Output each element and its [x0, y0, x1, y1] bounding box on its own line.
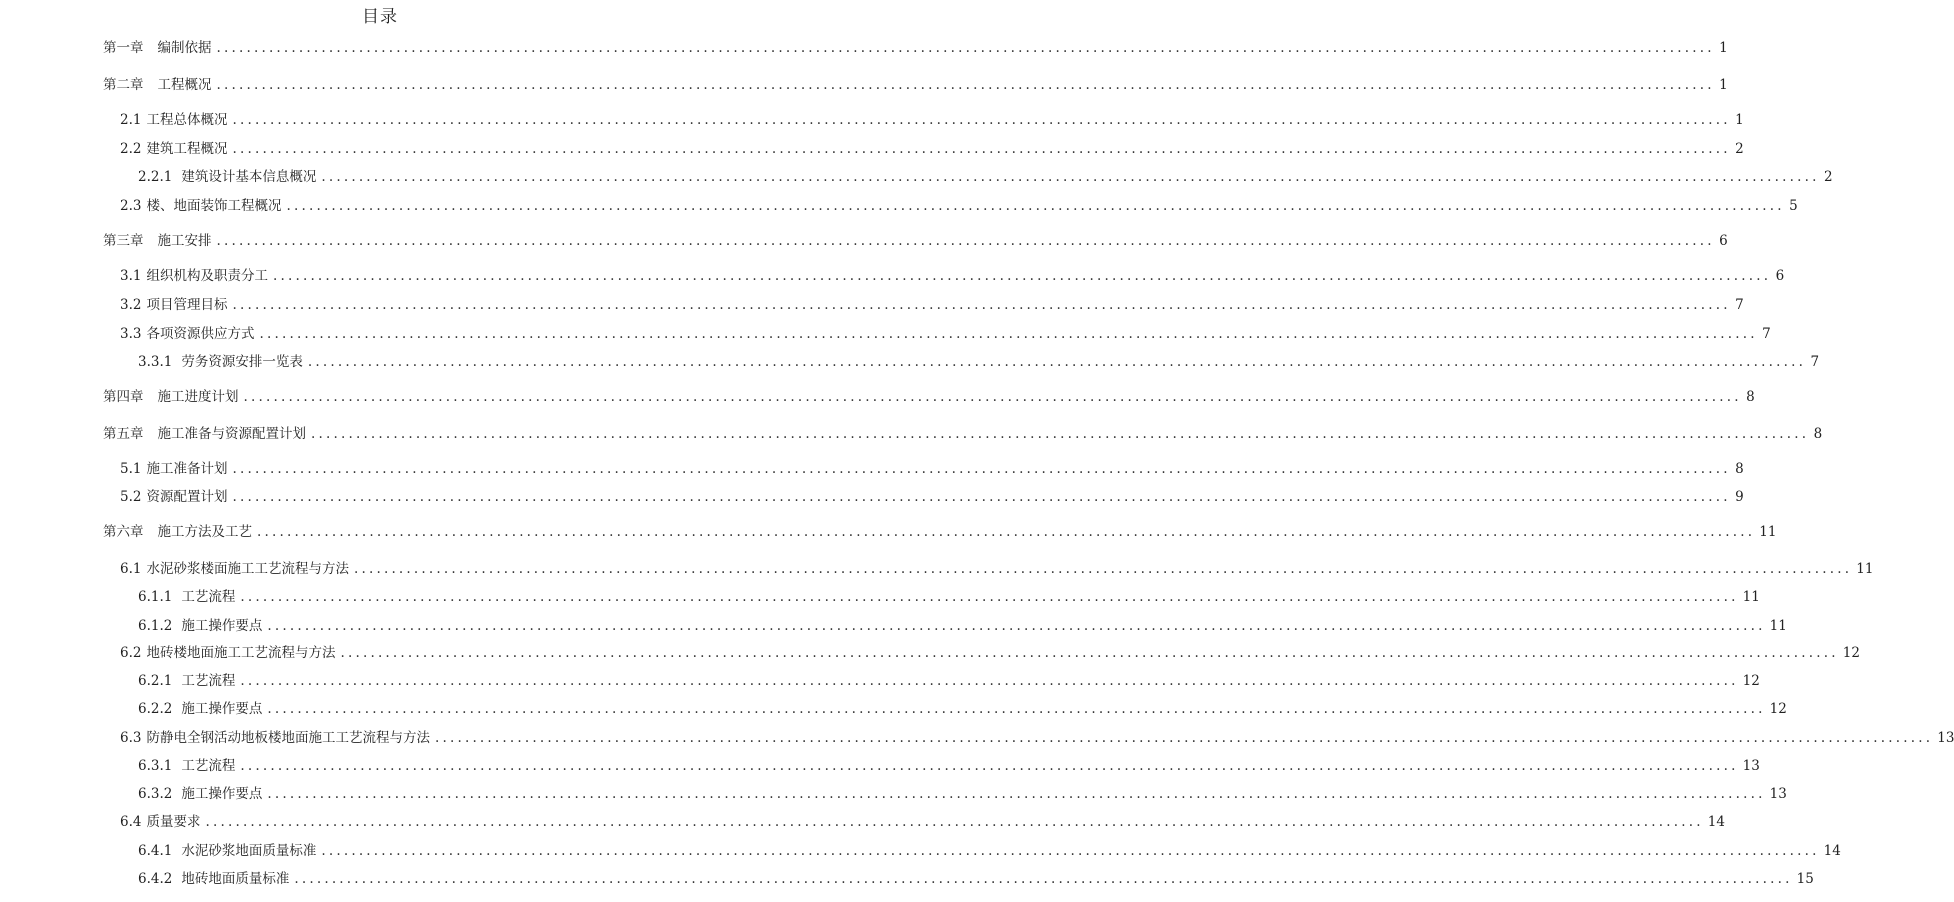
toc-entry-label: 施工准备与资源配置计划: [157, 426, 306, 442]
toc-dot-leader: ........................................................................................................................................................................................................: [205, 814, 1704, 830]
toc-entry-label: 资源配置计划: [146, 489, 228, 505]
toc-entry-number: 3.2: [120, 297, 142, 313]
toc-entry-number: 5.1: [120, 461, 142, 477]
toc-entry[interactable]: [120, 559, 1874, 579]
toc-entry-number: 第五章: [103, 426, 144, 442]
toc-dot-leader: ........................................................................................................................................................................................................: [267, 786, 1766, 802]
toc-dot-leader: ........................................................................................................................................................................................................: [272, 268, 1772, 284]
toc-entry-number: 第三章: [103, 233, 144, 249]
toc-entry-number: 3.3.1: [138, 354, 173, 370]
toc-entry-label: 建筑设计基本信息概况: [181, 169, 317, 185]
toc-dot-leader: ........................................................................................................................................................................................................: [216, 233, 1715, 249]
toc-entry-number: 6.4.1: [138, 843, 173, 859]
toc-entry-label: 工艺流程: [181, 673, 236, 689]
toc-entry-label: 工艺流程: [181, 589, 236, 605]
toc-entry-number: 6.4.2: [138, 871, 173, 887]
toc-entry-number: 6.3.2: [138, 786, 173, 802]
toc-entry-page: 2: [1824, 169, 1833, 185]
toc-dot-leader: ........................................................................................................................................................................................................: [240, 589, 1739, 605]
toc-entry-number: 2.2.1: [138, 169, 173, 185]
toc-entry[interactable]: [138, 841, 1841, 861]
toc-entry-label: 项目管理目标: [146, 297, 228, 313]
toc-entry[interactable]: [138, 587, 1760, 607]
toc-entry-number: 3.3: [120, 326, 142, 342]
toc-entry[interactable]: [103, 38, 1728, 58]
toc-entry[interactable]: [120, 643, 1860, 663]
toc-entry-page: 12: [1842, 645, 1860, 661]
toc-entry-label: 工程总体概况: [146, 112, 228, 128]
toc-entry[interactable]: [120, 196, 1798, 216]
toc-entry-number: 6.4: [120, 814, 142, 830]
toc-entry[interactable]: [103, 387, 1755, 407]
toc-entry[interactable]: [103, 75, 1728, 95]
toc-entry[interactable]: [138, 167, 1833, 187]
toc-entry[interactable]: [120, 139, 1744, 159]
toc-dot-leader: ........................................................................................................................................................................................................: [240, 758, 1739, 774]
toc-entry[interactable]: [138, 352, 1820, 372]
toc-dot-leader: ........................................................................................................................................................................................................: [321, 843, 1820, 859]
toc-title: 目录: [362, 7, 398, 27]
toc-entry-number: 第一章: [103, 40, 144, 56]
toc-entry-number: 6.3.1: [138, 758, 173, 774]
toc-entry[interactable]: [103, 424, 1823, 444]
toc-dot-leader: ........................................................................................................................................................................................................: [243, 389, 1742, 405]
toc-entry-page: 8: [1813, 426, 1823, 442]
toc-entry[interactable]: [120, 295, 1744, 315]
toc-dot-leader: ........................................................................................................................................................................................................: [294, 871, 1793, 887]
toc-entry[interactable]: [120, 487, 1744, 507]
toc-dot-leader: ........................................................................................................................................................................................................: [311, 426, 1810, 442]
toc-entry-number: 5.2: [120, 489, 142, 505]
toc-entry-page: 9: [1735, 489, 1744, 505]
toc-entry[interactable]: [120, 459, 1744, 479]
toc-entry[interactable]: [120, 324, 1771, 344]
toc-entry-label: 施工操作要点: [181, 618, 263, 634]
toc-entry[interactable]: [120, 728, 1954, 748]
toc-entry-label: 楼、地面装饰工程概况: [146, 198, 282, 214]
toc-entry-page: 11: [1856, 561, 1874, 577]
toc-dot-leader: ........................................................................................................................................................................................................: [216, 40, 1715, 56]
toc-entry-label: 工程概况: [157, 77, 212, 93]
toc-dot-leader: ........................................................................................................................................................................................................: [353, 561, 1853, 577]
toc-entry[interactable]: [138, 756, 1760, 776]
toc-entry[interactable]: [120, 812, 1725, 832]
toc-entry-number: 3.1: [120, 268, 142, 284]
toc-entry-page: 6: [1719, 233, 1728, 249]
toc-dot-leader: ........................................................................................................................................................................................................: [257, 524, 1756, 540]
toc-entry-label: 建筑工程概况: [146, 141, 228, 157]
toc-dot-leader: ........................................................................................................................................................................................................: [232, 297, 1731, 313]
toc-entry[interactable]: [120, 266, 1785, 286]
toc-entry-page: 8: [1746, 389, 1755, 405]
toc-entry-label: 水泥砂浆楼面施工工艺流程与方法: [146, 561, 349, 577]
toc-dot-leader: ........................................................................................................................................................................................................: [307, 354, 1807, 370]
toc-entry-label: 编制依据: [157, 40, 212, 56]
toc-entry-label: 质量要求: [146, 814, 201, 830]
toc-entry-page: 14: [1823, 843, 1841, 859]
toc-entry-label: 水泥砂浆地面质量标准: [181, 843, 317, 859]
toc-dot-leader: ........................................................................................................................................................................................................: [232, 461, 1731, 477]
toc-entry-number: 6.1.1: [138, 589, 173, 605]
toc-entry-label: 施工方法及工艺: [157, 524, 252, 540]
toc-entry-number: 第六章: [103, 524, 144, 540]
toc-entry-page: 13: [1742, 758, 1760, 774]
toc-entry-label: 各项资源供应方式: [146, 326, 255, 342]
toc-entry-page: 11: [1742, 589, 1760, 605]
toc-entry-page: 7: [1762, 326, 1771, 342]
toc-entry-page: 1: [1719, 40, 1728, 56]
toc-entry-label: 施工进度计划: [157, 389, 239, 405]
toc-entry-number: 2.1: [120, 112, 142, 128]
toc-entry-number: 6.1.2: [138, 618, 173, 634]
toc-dot-leader: ........................................................................................................................................................................................................: [340, 645, 1839, 661]
toc-entry-number: 2.2: [120, 141, 142, 157]
toc-entry-label: 劳务资源安排一览表: [181, 354, 303, 370]
toc-entry-page: 13: [1937, 730, 1954, 746]
toc-dot-leader: ........................................................................................................................................................................................................: [232, 141, 1731, 157]
toc-entry-page: 14: [1707, 814, 1725, 830]
toc-entry-page: 11: [1769, 618, 1787, 634]
toc-entry-number: 第二章: [103, 77, 144, 93]
toc-entry-number: 6.1: [120, 561, 142, 577]
toc-dot-leader: ........................................................................................................................................................................................................: [286, 198, 1785, 214]
toc-entry-page: 7: [1735, 297, 1744, 313]
toc-dot-leader: ........................................................................................................................................................................................................: [434, 730, 1934, 746]
toc-entry-page: 13: [1769, 786, 1787, 802]
toc-entry[interactable]: [138, 784, 1787, 804]
toc-entry-label: 施工准备计划: [146, 461, 228, 477]
toc-entry-number: 6.2.2: [138, 701, 173, 717]
toc-dot-leader: ........................................................................................................................................................................................................: [321, 169, 1820, 185]
toc-entry-number: 6.2.1: [138, 673, 173, 689]
toc-dot-leader: ........................................................................................................................................................................................................: [232, 112, 1731, 128]
toc-entry-page: 12: [1769, 701, 1787, 717]
toc-entry[interactable]: [103, 231, 1728, 251]
toc-entry[interactable]: [120, 110, 1744, 130]
toc-entry-page: 8: [1735, 461, 1744, 477]
toc-entry[interactable]: [138, 869, 1814, 889]
toc-entry-label: 施工操作要点: [181, 786, 263, 802]
toc-entry-page: 6: [1775, 268, 1785, 284]
toc-entry-label: 工艺流程: [181, 758, 236, 774]
toc-entry-number: 2.3: [120, 198, 142, 214]
toc-entry-label: 地砖楼地面施工工艺流程与方法: [146, 645, 336, 661]
toc-entry[interactable]: [103, 522, 1777, 542]
toc-entry-page: 5: [1789, 198, 1798, 214]
toc-dot-leader: ........................................................................................................................................................................................................: [267, 701, 1766, 717]
toc-entry-number: 6.3: [120, 730, 142, 746]
toc-entry-page: 2: [1735, 141, 1744, 157]
toc-entry-page: 1: [1735, 112, 1744, 128]
toc-dot-leader: ........................................................................................................................................................................................................: [267, 618, 1766, 634]
toc-dot-leader: ........................................................................................................................................................................................................: [216, 77, 1715, 93]
toc-dot-leader: ........................................................................................................................................................................................................: [232, 489, 1731, 505]
toc-entry-page: 15: [1796, 871, 1814, 887]
toc-entry[interactable]: [138, 699, 1787, 719]
toc-entry-label: 组织机构及职责分工: [146, 268, 268, 284]
toc-entry-label: 施工操作要点: [181, 701, 263, 717]
toc-entry-page: 11: [1759, 524, 1777, 540]
toc-entry-page: 12: [1742, 673, 1760, 689]
toc-entry-page: 1: [1719, 77, 1728, 93]
toc-entry-number: 6.2: [120, 645, 142, 661]
toc-entry-label: 防静电全钢活动地板楼地面施工工艺流程与方法: [146, 730, 430, 746]
toc-dot-leader: ........................................................................................................................................................................................................: [259, 326, 1758, 342]
toc-entry-number: 第四章: [103, 389, 144, 405]
toc-entry[interactable]: [138, 616, 1787, 636]
toc-entry[interactable]: [138, 671, 1760, 691]
toc-entry-page: 7: [1810, 354, 1820, 370]
toc-entry-label: 施工安排: [157, 233, 212, 249]
toc-entry-label: 地砖地面质量标准: [181, 871, 290, 887]
toc-dot-leader: ........................................................................................................................................................................................................: [240, 673, 1739, 689]
